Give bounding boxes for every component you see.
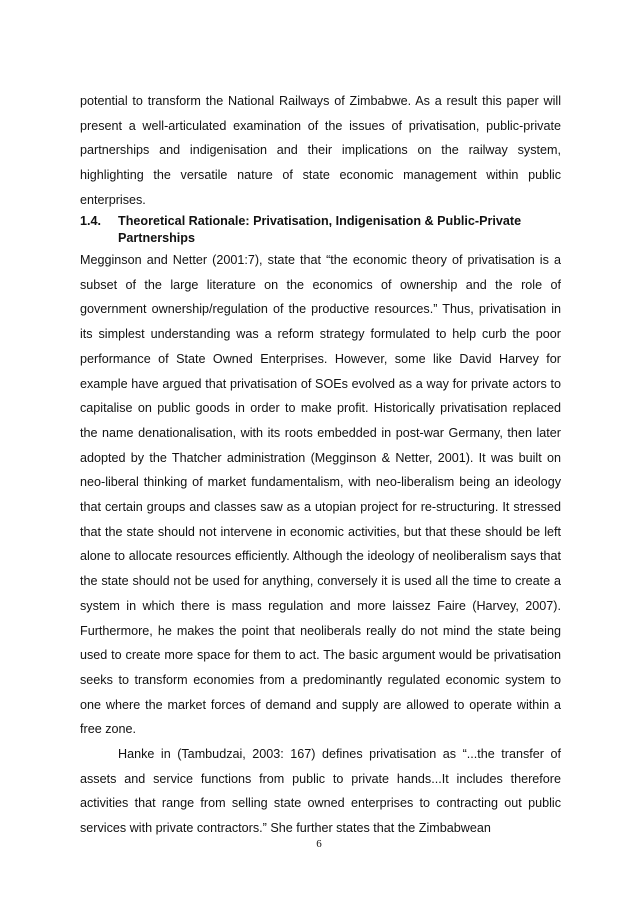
- section-number: 1.4.: [80, 214, 102, 228]
- section-title: Theoretical Rationale: Privatisation, Indigenisation & Public-Private Partnerships: [118, 214, 522, 245]
- page-number: 6: [316, 838, 322, 850]
- section-heading: [80, 213, 561, 247]
- paragraph-theoretical-rationale: Megginson and Netter (2001:7), state that “the economic theory of privatisation is a subset of the large literature on the economics of ownership and the role of government ownership/regulation of the productive resources.” Thus, privatisation in its simplest understanding was a reform strategy formulated to help curb the poor performance of State Owned Enterprises. However, some like David Harvey for example have argued that privatisation of SOEs evolved as a way for private actors to capitalise on public goods in order to make profit. Historically privatisation replaced the name denationalisation, with its roots embedded in post-war Germany, then later adopted by the Thatcher administration (Megginson & Netter, 2001). It was built on neo-liberal thinking of market fundamentalism, with neo-liberalism being an ideology that certain groups and classes saw as a utopian project for re-structuring. It stressed that the state should not intervene in economic activities, but that these should be left alone to allocate resources efficiently. Although the ideology of neoliberalism says that the state should not be used for anything, conversely it is used all the time to create a system in which there is mass regulation and more laissez Faire (Harvey, 2007). Furthermore, he makes the point that neoliberals really do not mind the state being used to create more space for them to act. The basic argument would be privatisation seeks to transform economies from a predominantly regulated economic system to one where the market forces of demand and supply are allowed to operate within a free zone.: [80, 253, 561, 737]
- paragraph-hanke-definition: Hanke in (Tambudzai, 2003: 167) defines privatisation as “...the transfer of assets and service functions from public to private hands...It includes therefore activities that range from selling state owned enterprises to contracting out public services with private contractors.” She further states that the Zimbabwean: [80, 747, 561, 836]
- paragraph-intro-continuation: potential to transform the National Railways of Zimbabwe. As a result this paper will present a well-articulated examination of the issues of privatisation, public-private partnerships and indigenisation and their implications on the railway system, highlighting the versatile nature of state economic management within public enterprises.: [80, 94, 561, 207]
